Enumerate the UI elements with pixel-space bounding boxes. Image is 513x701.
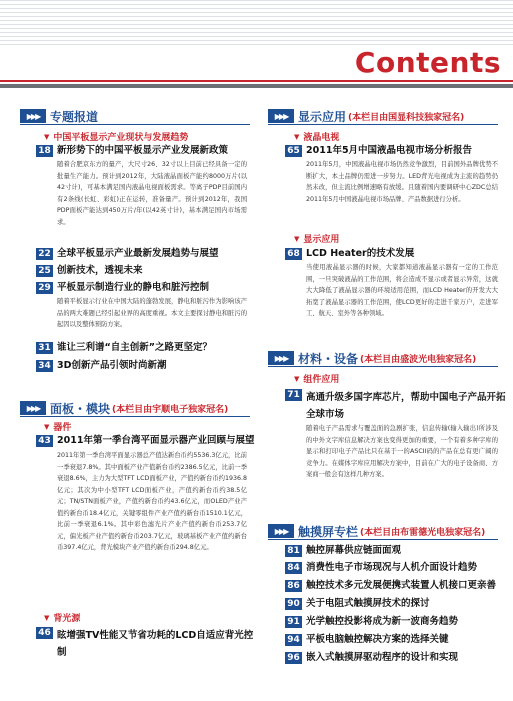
section-sponsor: (本栏目由布雷德光电独家冠名) — [360, 527, 486, 538]
entry-description: 2011年5月，中国液晶电视市场仍然竞争激烈，目前国外品牌优势不断扩大，本土品牌仍需进一步努力。LED背光电视成为主流的趋势仍然未改，但主流比例增速略有放缓。且随着国内要调研中心ZDC总结2011年5月中国液晶电视市场品牌、产品数据进行分析。 — [306, 161, 498, 203]
page-number: 84 — [285, 562, 302, 574]
section-header-panel-module — [20, 400, 228, 416]
toc-entry[interactable] — [285, 652, 458, 664]
subheading-label: 显示应用 — [303, 235, 340, 245]
header-band — [0, 0, 513, 92]
subheading — [44, 611, 80, 624]
toc-entry[interactable] — [285, 545, 401, 557]
toc-entry[interactable] — [36, 342, 212, 354]
entry-title: 平板电脑触控解决方案的选择关键 — [306, 634, 449, 645]
subheading-label: 器件 — [53, 423, 72, 433]
triangle-icon: ▼ — [294, 374, 300, 383]
page-number: 68 — [285, 248, 302, 260]
entry-title: 新形势下的中国平板显示产业发展新政策 — [57, 145, 229, 156]
triangle-icon: ▼ — [44, 613, 50, 622]
section-rule — [268, 124, 498, 125]
toc-entry[interactable] — [285, 598, 430, 610]
page-number: 71 — [285, 389, 302, 401]
toc-entry[interactable] — [285, 248, 414, 260]
section-sponsor: (本栏目由盛波光电独家冠名) — [360, 354, 477, 365]
toc-entry[interactable] — [36, 360, 167, 372]
section-title: 专题报道 — [50, 109, 99, 124]
entry-title: 高通升级多国字库芯片，帮助中国电子产品开拓全球市场 — [306, 392, 506, 420]
arrows-icon: ▶▶▶ — [268, 109, 294, 123]
entry-title: 平板显示制造行业的静电和脏污控制 — [57, 282, 210, 293]
toc-entry[interactable] — [36, 248, 219, 260]
toc-entry[interactable] — [36, 145, 228, 157]
entry-description: 随着电子产品需求与覆盖面的急剧扩张，信息传输(输入输出)所涉及的中外文字库信息解决方案也变得更加的重要，一个有着多种字库的显示和打印电子产品比只在基于一的ASCII码的产品在总有更广阔的竞争力。在媒体字库应用解决方案中，目前在广大的电子设备商、方案商一般会有这样几种方案。 — [306, 425, 498, 478]
triangle-icon: ▼ — [44, 422, 50, 431]
subheading — [44, 420, 71, 433]
page-number: 91 — [285, 616, 302, 628]
entry-title: 眩增强TV性能又节省功耗的LCD自适应背光控制 — [57, 630, 254, 658]
entry-description: 当使用液晶显示器的时候，大家都知道液晶显示器有一定的工作范围，一旦突破液晶的工作范围，将会造成不显示或者显示异常，这就大大降低了液晶显示器的环境适用范围，而LCD Heater的开发大大拓宽了液晶显示器的工作范围，使LCD更好的走进千家万户，走进军工、航天、室外等各种领域。 — [306, 264, 498, 317]
page-number: 43 — [36, 435, 53, 447]
toc-entry[interactable] — [36, 282, 209, 294]
toc-entry[interactable] — [36, 435, 254, 447]
subheading — [294, 130, 339, 143]
page-number: 46 — [36, 627, 53, 639]
entry-title: 光学触控投影将成为新一波商务趋势 — [306, 616, 459, 627]
section-header-touch — [268, 523, 485, 539]
section-header-display-app — [268, 108, 464, 124]
entry-title: 触控屏幕供应链面面观 — [306, 545, 402, 556]
section-title: 材料・设备 — [298, 351, 359, 366]
page-number: 81 — [285, 545, 302, 557]
entry-title: 创新技术，透视未来 — [57, 265, 143, 276]
toc-entry[interactable] — [285, 580, 496, 592]
page-number: 29 — [36, 282, 53, 294]
entry-title: 消费性电子市场现况与人机介面设计趋势 — [306, 562, 478, 573]
entry-description: 随着合肥京东方的量产，大尺寸26、32寸以上目前已经具备一定的批量生产能力。预计到2012年，大陆液晶面板产能约8000万片(以42寸计)，可基本满足国内液晶电视面板需求。等离子PDP目前国内有2条线(长虹、彩虹)正在运转，准备量产。预计到2012年，我国PDP面板产能达到450万片/年(以42英寸计)，基本满足国内市场需求。 — [57, 161, 247, 226]
entry-title: 全球平板显示产业最新发展趋势与展望 — [57, 248, 219, 259]
triangle-icon: ▼ — [44, 132, 50, 141]
entry-title: 3D创新产品引领时尚新潮 — [57, 360, 167, 371]
section-header-special-report — [20, 108, 98, 124]
toc-entry[interactable] — [285, 145, 472, 157]
toc-entry[interactable] — [285, 634, 449, 646]
page-number: 90 — [285, 598, 302, 610]
page-number: 96 — [285, 652, 302, 664]
toc-entry[interactable] — [36, 265, 143, 277]
page-number: 22 — [36, 248, 53, 260]
triangle-icon: ▼ — [294, 132, 300, 141]
subheading-label: 液晶电视 — [303, 133, 340, 143]
toc-entry[interactable] — [285, 389, 511, 423]
subheading-label: 组件应用 — [303, 375, 340, 385]
entry-title: LCD Heater的技术发展 — [306, 248, 415, 259]
entry-description: 随着平板显示行业在中国大陆的蓬勃发展，静电和脏污作为影响该产品的两大难题已经引起业界的高度重视。本文主要探讨静电和脏污的起因以及整体预防方案。 — [57, 298, 247, 328]
section-sponsor: (本栏目由宇顺电子独家冠名) — [112, 404, 229, 415]
header-rule-red — [0, 80, 513, 82]
page-number: 18 — [36, 145, 53, 157]
entry-title: 嵌入式触摸屏驱动程序的设计和实现 — [306, 652, 459, 663]
page-number: 65 — [285, 145, 302, 157]
toc-entry[interactable] — [36, 627, 257, 661]
triangle-icon: ▼ — [294, 234, 300, 243]
page-title: Contents — [354, 46, 501, 79]
subheading — [294, 372, 339, 385]
section-rule — [268, 539, 498, 540]
arrows-icon: ▶▶▶ — [268, 351, 294, 365]
header-rule-gray — [0, 84, 513, 88]
section-title: 显示应用 — [298, 109, 347, 124]
page-number: 86 — [285, 580, 302, 592]
page-number: 31 — [36, 342, 53, 354]
section-sponsor: (本栏目由国显科技独家冠名) — [348, 112, 465, 123]
arrows-icon: ▶▶▶ — [20, 401, 46, 415]
subheading — [294, 232, 339, 245]
toc-entry[interactable] — [285, 616, 458, 628]
entry-title: 2011年第一季台湾平面显示器产业回顾与展望 — [57, 435, 255, 446]
arrows-icon: ▶▶▶ — [268, 524, 294, 538]
entry-title: 谁让三利谱“自主创新”之路更坚定？ — [57, 342, 212, 353]
subheading-label: 中国平板显示产业现状与发展趋势 — [53, 133, 189, 143]
header-stripes — [0, 0, 513, 48]
subheading — [44, 130, 188, 143]
page-number: 34 — [36, 360, 53, 372]
entry-description: 2011年第一季台湾平面显示器总产值达新台币约5536.3亿元，比前一季衰退7.8%。其中面板产业产值新台币约2386.5亿元，比前一季衰退8.6%，主力为大型TFT LCD面板产业，产值约新台币约1936.8亿元；其次为中小型TFT LCD面板产业，产值约新台币约38.5亿元；TN/STN面板产业，产值约新台币约43.6亿元，而OLED产业产值约新台币18.4亿元，关键零组件产业产值约新台币1510.1亿元，比前一季衰退6.1%。其中彩色滤光片产业产值约新台币253.7亿元，偏光板产业产值约新台币203.7亿元，玻璃基板产业产值约新台币397.4亿元，背光模块产业产值约新台币294.8亿元。 — [57, 452, 247, 551]
section-title: 面板・模块 — [50, 401, 111, 416]
entry-title: 关于电阻式触摸屏技术的探讨 — [306, 598, 430, 609]
subheading-label: 背光源 — [53, 614, 81, 624]
page-number: 94 — [285, 634, 302, 646]
section-header-materials — [268, 350, 476, 366]
section-rule — [268, 366, 498, 367]
arrows-icon: ▶▶▶ — [20, 109, 46, 123]
entry-title: 2011年5月中国液晶电视市场分析报告 — [306, 145, 473, 156]
entry-title: 触控技术多元发展便携式装置人机接口更亲善 — [306, 580, 497, 591]
section-rule — [20, 416, 250, 417]
toc-entry[interactable] — [285, 562, 477, 574]
page-number: 25 — [36, 265, 53, 277]
section-title: 触摸屏专栏 — [298, 524, 359, 539]
section-rule — [20, 124, 250, 125]
